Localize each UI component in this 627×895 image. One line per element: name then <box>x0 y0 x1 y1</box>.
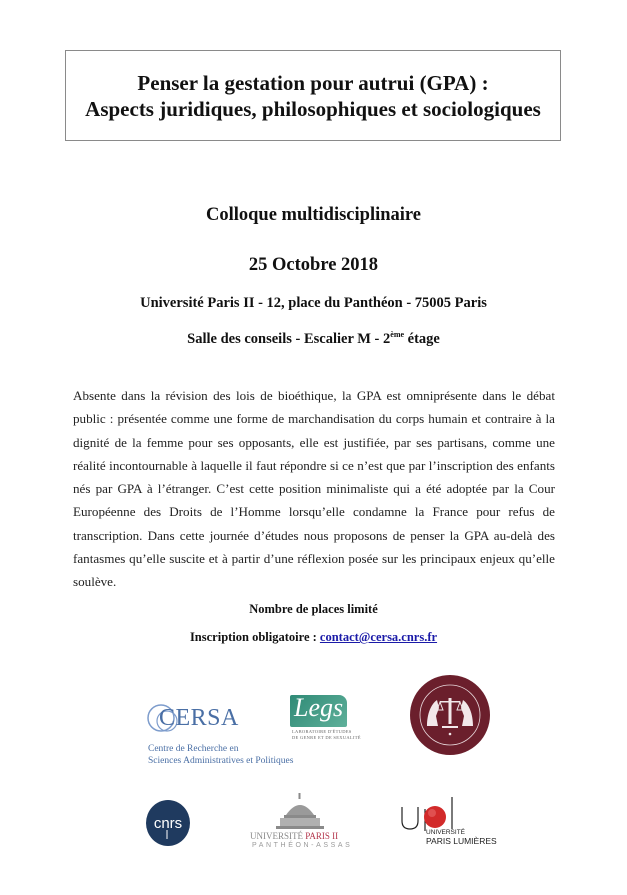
event-address: Université Paris II - 12, place du Panthéon - 75005 Paris <box>140 295 487 311</box>
room-text-end: étage <box>404 331 440 347</box>
cnrs-emblem-icon <box>145 799 191 847</box>
legs-subtitle-1: LABORATOIRE D'ÉTUDES <box>292 729 352 734</box>
event-room <box>0 330 627 348</box>
event-date: 25 Octobre 2018 <box>248 255 379 275</box>
legs-name: Legs <box>294 693 344 722</box>
registration-label: Inscription obligatoire : <box>189 630 320 644</box>
upl-line-2: PARIS LUMIÈRES <box>426 836 497 846</box>
cnrs-logo <box>145 799 191 847</box>
cersa-name: CERSA <box>159 705 239 731</box>
paris2-line-2: PANTHÉON-ASSAS <box>252 842 353 849</box>
registration-line <box>0 630 627 645</box>
cersa-subtitle <box>148 743 293 767</box>
upl-logo <box>400 797 500 852</box>
contact-email-link[interactable]: contact@cersa.cnrs.fr <box>319 630 438 644</box>
seal-emblem-icon <box>409 674 491 756</box>
cersa-subtitle-1: Centre de Recherche en <box>148 744 239 754</box>
title-line-2: Aspects juridiques, philosophiques et sociologiques <box>85 96 541 121</box>
description-paragraph: Absente dans la révision des lois de bioéthique, la GPA est omniprésente dans le débat public : présentée comme une forme de marchandisation du corps humain et contraire à la dignité de la femme pour ses opposants, elle est justifiée, par ses partisans, comme une réalité incontournable à laquelle il faut répondre si ce n’est que par l’inscription des enfants nés par GPA à l’étranger. C’est cette position minimaliste qui a été adoptée par la Cour Européenne des Droits de l’Homme lorsqu’elle condamne la France pour refus de transcription. Dans cette journée d’études nous proposons de penser la GPA au-delà des fantasmes qu’elle suscite et à partir d’une réflexion posée sur les principaux enjeux qu’elle soulève. <box>73 388 555 590</box>
legs-subtitle <box>292 729 361 741</box>
cnrs-name: cnrs <box>153 815 183 832</box>
law-society-seal-logo <box>409 674 491 756</box>
legs-logo <box>290 695 375 745</box>
room-text: Salle des conseils - Escalier M - 2 <box>187 331 391 347</box>
paris2-logo <box>250 793 353 853</box>
room-superscript: ème <box>390 330 405 339</box>
pantheon-dome-icon <box>270 793 330 831</box>
title-box <box>65 50 561 141</box>
places-limited: Nombre de places limité <box>249 602 378 616</box>
cersa-subtitle-2: Sciences Administratives et Politiques <box>148 756 294 766</box>
paris2-paris: PARIS II <box>305 831 339 841</box>
legs-subtitle-2: DE GENRE ET DE SEXUALITÉ <box>292 735 361 740</box>
paris2-line-1 <box>250 831 338 841</box>
legs-badge <box>290 695 347 727</box>
upl-line-1: UNIVERSITÉ <box>426 829 466 836</box>
title-line-1: Penser la gestation pour autrui (GPA) : <box>137 70 489 95</box>
event-type: Colloque multidisciplinaire <box>205 205 421 225</box>
upl-letters-icon <box>400 797 470 831</box>
paris2-univ: UNIVERSITÉ <box>250 831 306 841</box>
